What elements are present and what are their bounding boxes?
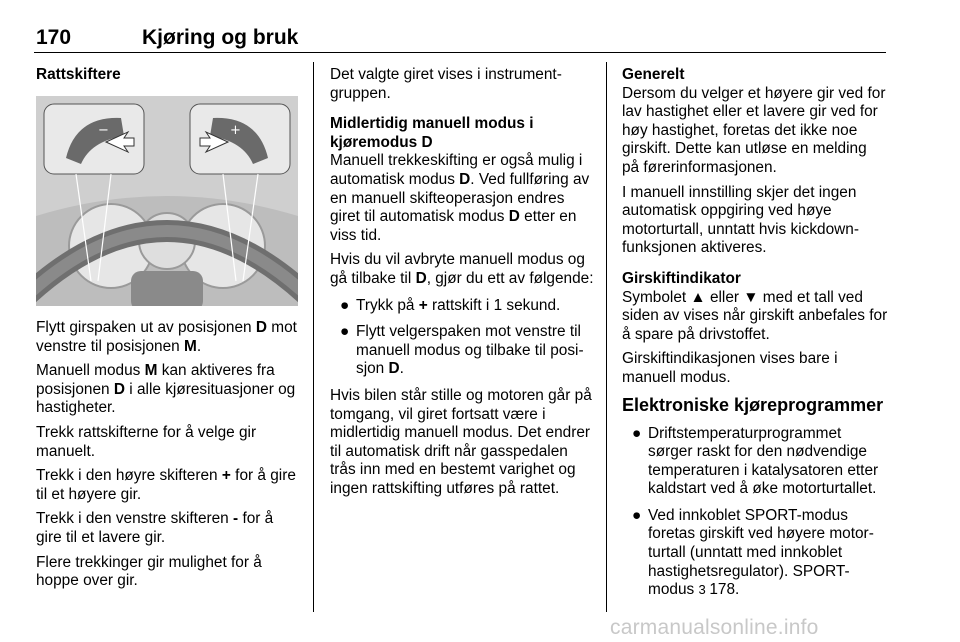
paragraph: Trekk i den høyre skifteren + for å gire til et høyere gir.	[36, 467, 296, 503]
list-item: ● Driftstemperaturprogrammet sørger raskt for den nødvendige temperaturen i katalysatoren etter kaldstart ved å øke motorturtallet.	[632, 424, 879, 498]
page-reference-arrow-icon: 3	[698, 582, 710, 598]
list-item: ● Flytt velgerspaken mot venstre til manuell modus og tilbake til posisjon D.	[340, 323, 584, 378]
bullet-icon: ●	[340, 323, 350, 341]
section-heading: Elektroniske kjøreprogrammer	[622, 394, 884, 415]
paragraph: Hvis bilen står stille og motoren går på tomgang, vil giret fortsatt være i midlertidig manuell modus. Det endrer til automatisk drift når gasspedalen trås inn med en bestemt varighet og ingen rattskifting utføres på rattet.	[330, 386, 592, 497]
steering-wheel-paddles-icon	[36, 96, 298, 306]
subheading: Generelt	[622, 66, 685, 83]
minus-label: −	[98, 123, 109, 138]
list-item: ● Ved innkoblet SPORT-modus foretas girskift ved høyere motorturtall (unntatt med innkoblet hastighetsregulator). SPORT-modus 3 178.	[632, 506, 874, 599]
paragraph: Flere trekkinger gir mulighet for å hoppe over gir.	[36, 553, 262, 590]
column-1-text	[36, 319, 298, 597]
column-1	[36, 66, 298, 85]
chapter-title: Kjøring og bruk	[142, 26, 299, 49]
subheading: Midlertidig manuell modus i kjøremodus D	[330, 115, 534, 151]
paragraph: Trekk rattskifterne for å velge gir manuelt.	[36, 423, 257, 460]
plus-label: +	[230, 123, 241, 138]
page-reference-link[interactable]: 178	[709, 581, 736, 599]
list-item: ● Trykk på + rattskift i 1 sekund.	[340, 296, 561, 314]
bullet-icon: ●	[632, 424, 642, 442]
paragraph: I manuell innstilling skjer det ingen automatisk oppgiring ved høye motorturtall, unntatt hvis kickdown-funksjonen aktiveres.	[622, 183, 859, 257]
bullet-icon: ●	[632, 506, 642, 524]
bullet-list	[622, 425, 888, 600]
column-divider	[606, 62, 607, 612]
page-number: 170	[36, 26, 72, 49]
paragraph: Manuell trekkeskifting er også mulig i automatisk modus D. Ved fullføring av en manuell skifteoperasjon endres giret til automatisk modus D etter en viss tid.	[330, 152, 590, 244]
column-divider	[313, 62, 314, 612]
section-heading: Rattskiftere	[36, 66, 121, 83]
bullet-icon: ●	[340, 296, 350, 314]
paragraph: Girskiftindikasjonen vises bare i manuell modus.	[622, 350, 838, 386]
column-2	[330, 66, 594, 504]
paragraph: Symbolet ▲ eller ▼ med et tall ved siden av vises når girskift anbefales for å spare på drivstoffet.	[622, 288, 888, 343]
watermark: carmanualsonline.info	[610, 616, 819, 639]
paragraph: Trekk i den venstre skifteren - for å gire til et lavere gir.	[36, 510, 274, 546]
paragraph: Dersom du velger et høyere gir ved for lav hastighet eller et lavere gir ved for høy hastighet, foretas det ikke noe girskift. Dette kan utløse en melding på førerinformasjonen.	[622, 84, 886, 176]
page-header	[34, 24, 886, 53]
column-3	[622, 66, 888, 608]
paragraph: Manuell modus M kan aktiveres fra posisjonen D i alle kjøresituasjoner og hastigheter.	[36, 362, 296, 417]
steering-wheel-illustration	[36, 96, 298, 306]
bullet-list	[330, 297, 594, 379]
subheading: Girskiftindikator	[622, 269, 741, 287]
paragraph: Hvis du vil avbryte manuell modus og gå tilbake til D, gjør du ett av følgende:	[330, 251, 594, 287]
paragraph: Det valgte giret vises i instrumentgruppen.	[330, 66, 562, 102]
paragraph: Flytt girspaken ut av posisjonen D mot venstre til posisjonen M.	[36, 319, 297, 355]
